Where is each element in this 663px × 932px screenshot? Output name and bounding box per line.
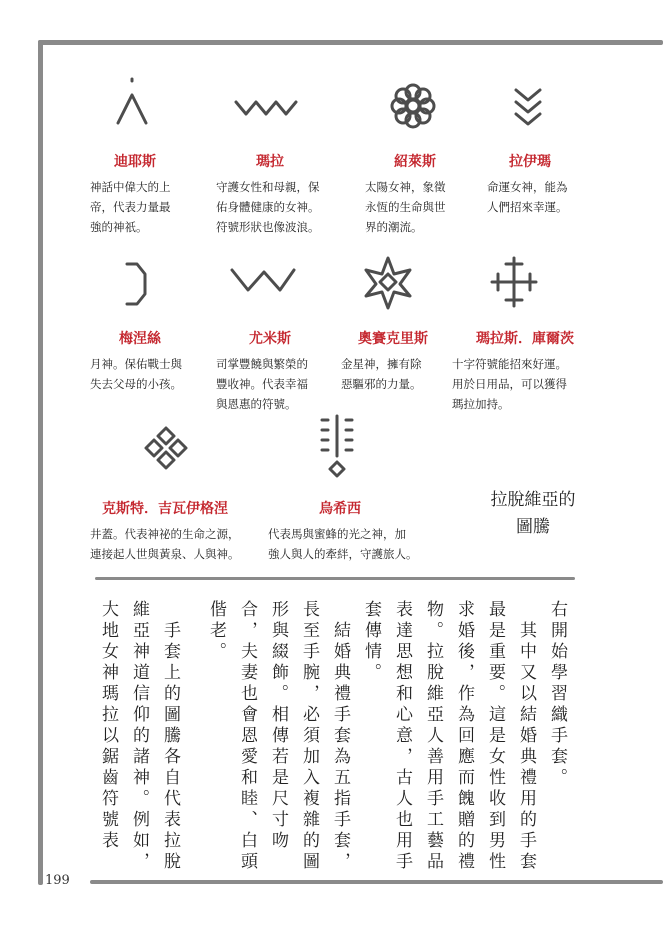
god-name-jumis: 尤米斯 xyxy=(249,331,291,347)
body-column: 套傳情。 xyxy=(361,600,381,684)
god-name-saule: 紹萊斯 xyxy=(394,154,436,170)
wave-zigzag-icon xyxy=(232,80,302,140)
body-column: 偕老。 xyxy=(206,600,226,663)
god-desc-laima: 命運女神，能為 人們招來幸運。 xyxy=(487,180,568,214)
body-column: 最是重要。這是女性收到男性 xyxy=(485,600,505,873)
body-column: 右開始學習織手套。 xyxy=(547,600,567,789)
god-name-usins: 烏希西 xyxy=(319,501,361,517)
god-name-laima: 拉伊瑪 xyxy=(509,154,551,170)
body-column: 維亞神道信仰的諸神。例如， xyxy=(129,600,149,873)
god-name-mara: 瑪拉 xyxy=(256,154,284,170)
body-column: 結婚典禮手套為五指手套， xyxy=(330,600,350,873)
god-desc-dievs: 神話中偉大的上 帝，代表力量最 強的神祇。 xyxy=(90,180,171,234)
god-name-kosts-jumis: 克斯特．吉瓦伊格涅 xyxy=(102,501,228,517)
sun-flower-icon xyxy=(383,76,443,136)
section-divider xyxy=(95,577,575,580)
god-desc-kosts-jumis: 井蓋。代表神祕的生命之源， 連接起人世與黃泉、人與神。 xyxy=(90,527,240,561)
body-column: 長至手腕，必須加入複雜的圖 xyxy=(299,600,319,873)
god-desc-menese: 月神。保佑戰士與 失去父母的小孩。 xyxy=(90,357,182,391)
double-peak-icon xyxy=(228,258,298,318)
page-number: 199 xyxy=(45,873,70,888)
arrow-peak-icon xyxy=(102,73,162,133)
body-column: 形與綴飾。相傳若是尺寸吻 xyxy=(268,600,288,852)
body-column: 合，夫妻也會恩愛和睦、白頭 xyxy=(237,600,257,873)
body-column: 其中又以結婚典禮用的手套 xyxy=(516,600,536,873)
body-column: 物。拉脫維亞人善用手工藝品 xyxy=(423,600,443,873)
god-name-maras-krusts: 瑪拉斯．庫爾茨 xyxy=(476,331,574,347)
body-column: 手套上的圖騰各自代表拉脫 xyxy=(160,600,180,873)
star-icon xyxy=(358,252,418,312)
body-column: 大地女神瑪拉以鋸齒符號表 xyxy=(98,600,118,852)
god-name-menese: 梅涅絲 xyxy=(119,331,161,347)
moon-bracket-icon xyxy=(105,254,165,314)
section-title: 拉脫維亞的 圖騰 xyxy=(490,490,576,537)
god-desc-mara: 守護女性和母親，保 佑身體健康的女神。 符號形狀也像波浪。 xyxy=(216,180,320,234)
god-desc-usins: 代表馬與蜜蜂的光之神，加 強人與人的牽絆，守護旅人。 xyxy=(268,527,418,561)
body-column: 求婚後，作為回應而餽贈的禮 xyxy=(454,600,474,873)
god-desc-maras-krusts: 十字符號能招來好運。 用於日用品，可以獲得 瑪拉加持。 xyxy=(452,357,567,411)
god-name-dievs: 迪耶斯 xyxy=(114,154,156,170)
god-desc-auseklis: 金星神，擁有除 惡驅邪的力量。 xyxy=(341,357,422,391)
frame-left-border xyxy=(38,40,43,885)
body-column: 表達思想和心意，古人也用手 xyxy=(392,600,412,873)
well-cover-icon xyxy=(136,418,196,478)
god-desc-saule: 太陽女神，象徵 永恆的生命與世 界的潮流。 xyxy=(365,180,446,234)
frame-top-border xyxy=(38,40,663,45)
frame-bottom-border xyxy=(90,880,663,884)
cross-icon xyxy=(484,252,544,312)
god-name-auseklis: 奧賽克里斯 xyxy=(358,331,428,347)
triple-chevron-icon xyxy=(498,78,558,138)
god-desc-jumis: 司掌豐饒與繁榮的 豐收神。代表幸福 與恩惠的符號。 xyxy=(216,357,308,411)
horse-bee-icon xyxy=(310,412,365,482)
